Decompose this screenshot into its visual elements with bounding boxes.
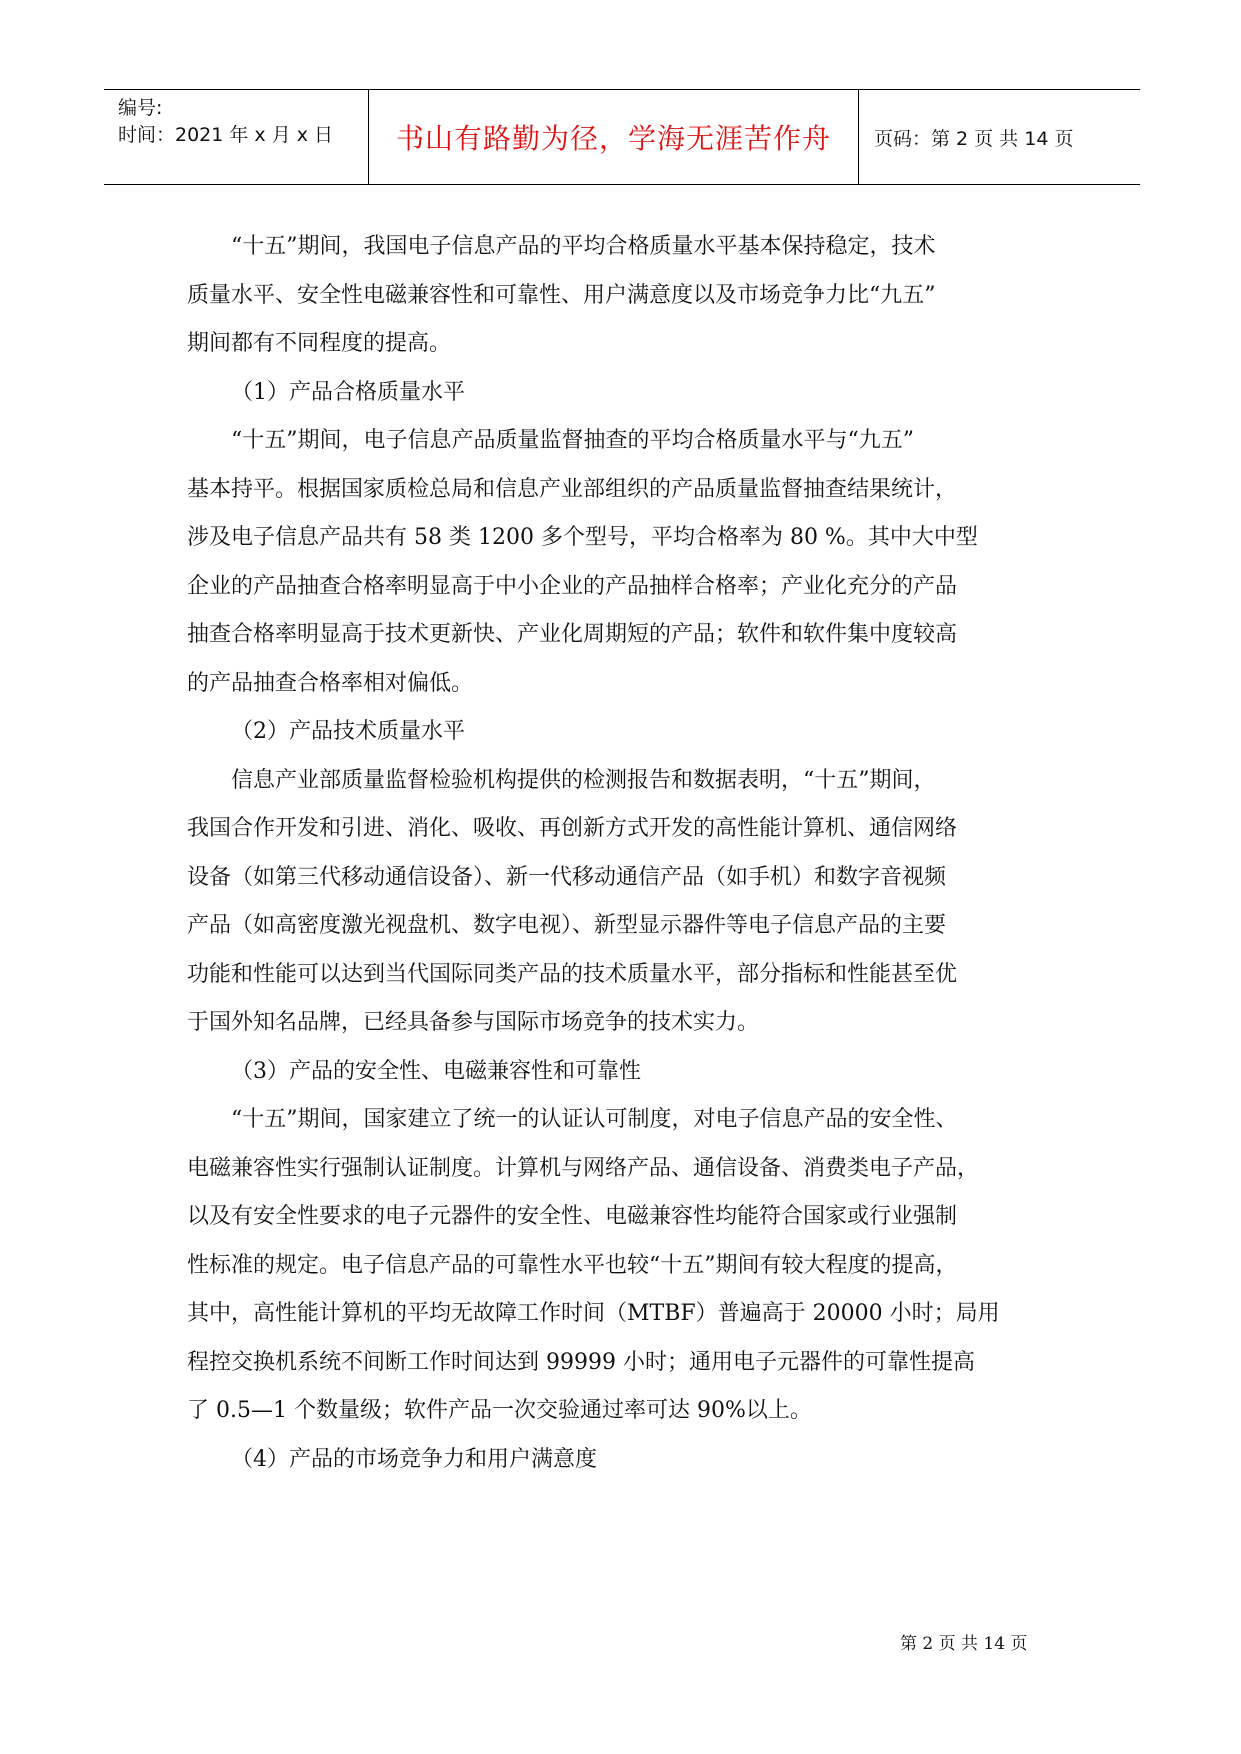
body-line: 其中，高性能计算机的平均无故障工作时间（MTBF）普遍高于 20000 小时；局用 bbox=[187, 1301, 1000, 1326]
body-line: 以及有安全性要求的电子元器件的安全性、电磁兼容性均能符合国家或行业强制 bbox=[187, 1204, 958, 1229]
body-line: 功能和性能可以达到当代国际同类产品的技术质量水平，部分指标和性能甚至优 bbox=[187, 961, 958, 987]
body-line: 性标准的规定。电子信息产品的可靠性水平也较“十五”期间有较大程度的提高， bbox=[187, 1252, 958, 1278]
section-heading: （1）产品合格质量水平 bbox=[231, 379, 465, 405]
body-line: 抽查合格率明显高于技术更新快、产业化周期短的产品；软件和软件集中度较高 bbox=[187, 622, 958, 647]
body-line: 信息产业部质量监督检验机构提供的检测报告和数据表明，“十五”期间， bbox=[231, 767, 936, 793]
header-motto: 书山有路勤为径，学海无涯苦作舟 bbox=[395, 122, 831, 155]
body-line: 的产品抽查合格率相对偏低。 bbox=[187, 670, 474, 696]
document-body bbox=[187, 223, 1057, 1484]
body-line: 基本持平。根据国家质检总局和信息产业部组织的产品质量监督抽查结果统计， bbox=[187, 476, 958, 502]
header-meta bbox=[118, 90, 368, 184]
body-line: 了 0.5—1 个数量级；软件产品一次交验通过率可达 90%以上。 bbox=[187, 1398, 812, 1423]
body-line: 电磁兼容性实行强制认证制度。计算机与网络产品、通信设备、消费类电子产品， bbox=[187, 1155, 980, 1181]
time-label: 时间：2021 年 x 月 x 日 bbox=[118, 124, 334, 146]
body-line: “十五”期间，电子信息产品质量监督抽查的平均合格质量水平与“九五” bbox=[231, 428, 914, 453]
body-line: 我国合作开发和引进、消化、吸收、再创新方式开发的高性能计算机、通信网络 bbox=[187, 816, 958, 841]
body-line: 企业的产品抽查合格率明显高于中小企业的产品抽样合格率；产业化充分的产品 bbox=[187, 573, 958, 599]
body-line: 质量水平、安全性电磁兼容性和可靠性、用户满意度以及市场竞争力比“九五” bbox=[187, 282, 936, 308]
body-line: 程控交换机系统不间断工作时间达到 99999 小时；通用电子元器件的可靠性提高 bbox=[187, 1349, 975, 1375]
section-heading: （4）产品的市场竞争力和用户满意度 bbox=[231, 1446, 597, 1472]
body-line: 于国外知名品牌，已经具备参与国际市场竞争的技术实力。 bbox=[187, 1010, 760, 1035]
number-label: 编号: bbox=[118, 97, 163, 119]
header-page-number: 页码：第 2 页 共 14 页 bbox=[874, 127, 1074, 150]
body-line: 期间都有不同程度的提高。 bbox=[187, 331, 452, 356]
footer-page-number: 第 2 页 共 14 页 bbox=[900, 1634, 1028, 1654]
body-line: “十五”期间，我国电子信息产品的平均合格质量水平基本保持稳定，技术 bbox=[231, 234, 936, 259]
page-header bbox=[104, 89, 1140, 185]
body-line: “十五”期间，国家建立了统一的认证认可制度，对电子信息产品的安全性、 bbox=[231, 1107, 958, 1132]
section-heading: （2）产品技术质量水平 bbox=[231, 719, 465, 744]
body-line: 设备（如第三代移动通信设备）、新一代移动通信产品（如手机）和数字音视频 bbox=[187, 864, 947, 890]
body-line: 产品（如高密度激光视盘机、数字电视）、新型显示器件等电子信息产品的主要 bbox=[187, 913, 947, 938]
body-line: 涉及电子信息产品共有 58 类 1200 多个型号，平均合格率为 80 %。其中大中型 bbox=[187, 525, 978, 550]
section-heading: （3）产品的安全性、电磁兼容性和可靠性 bbox=[231, 1058, 641, 1084]
header-divider bbox=[858, 90, 859, 184]
